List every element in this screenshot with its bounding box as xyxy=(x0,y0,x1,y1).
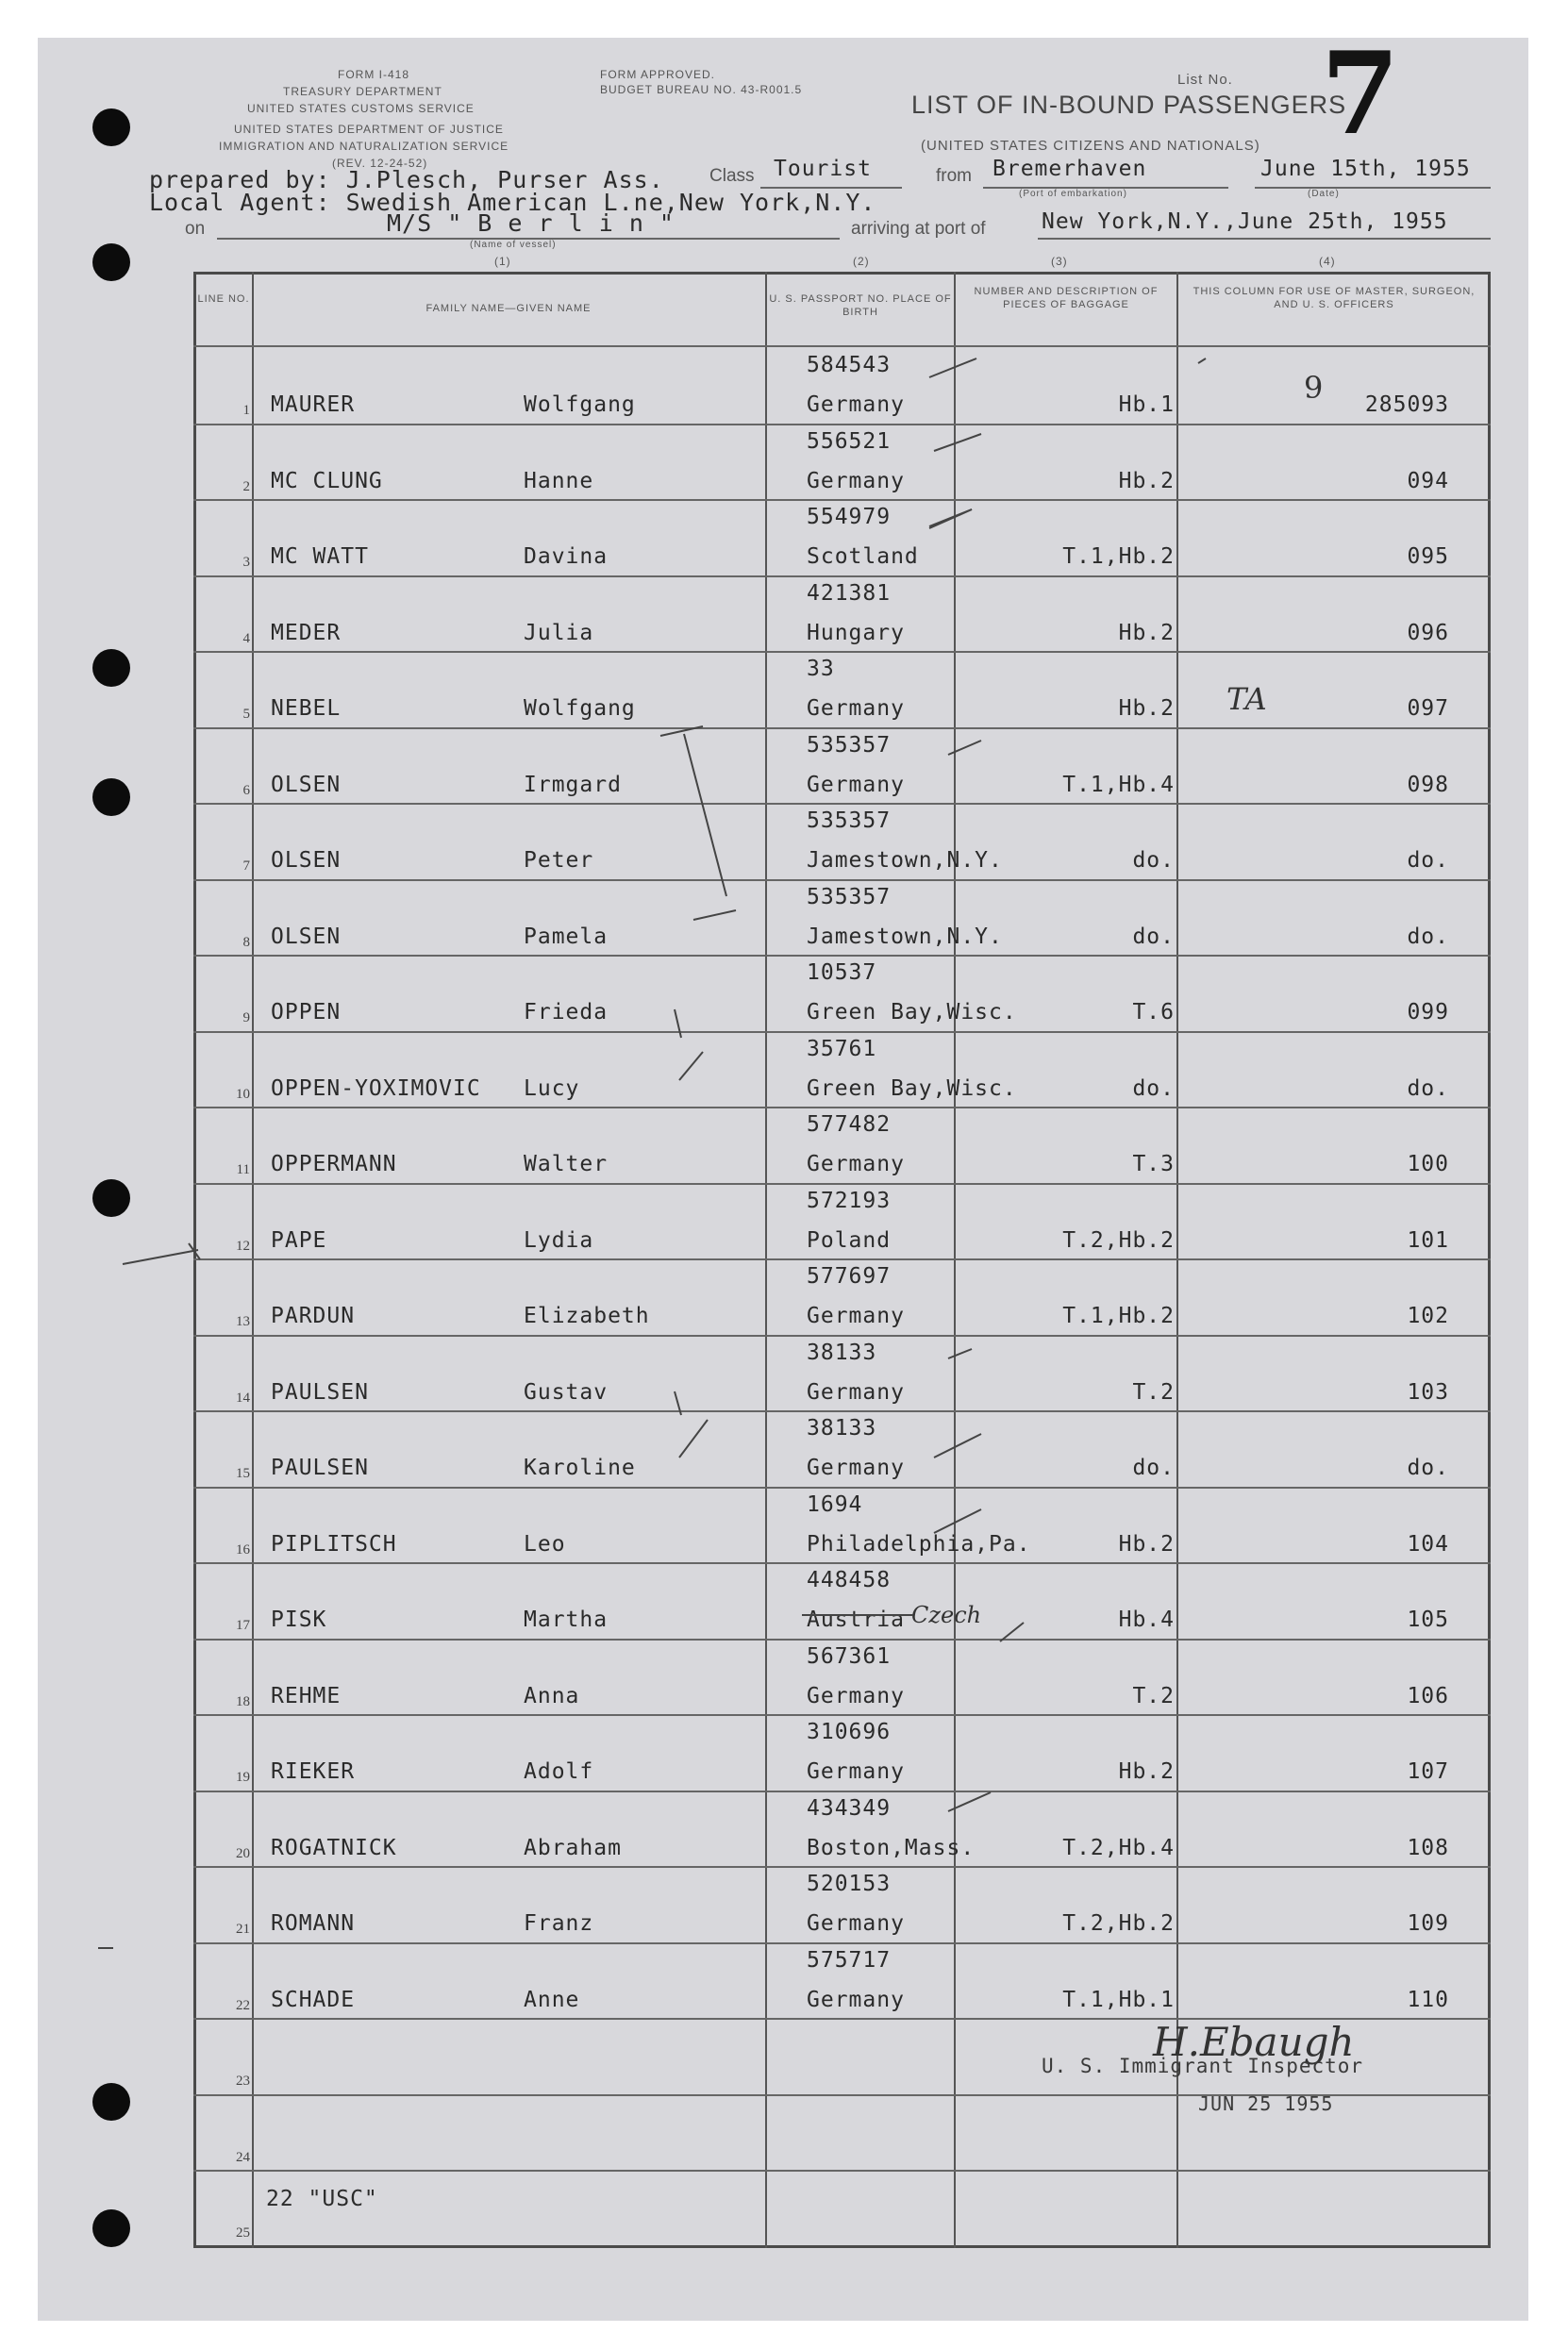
date-value: June 15th, 1955 xyxy=(1260,157,1471,181)
family-name: REHME xyxy=(271,1683,342,1708)
place-of-birth: Germany xyxy=(807,1152,905,1176)
given-name: Walter xyxy=(524,1152,609,1176)
punch-hole xyxy=(92,108,130,146)
table-row xyxy=(193,1791,1491,1866)
baggage: do. xyxy=(1132,848,1175,873)
given-name: Frieda xyxy=(524,1000,609,1025)
officer-mark-row1: 9 xyxy=(1304,370,1324,406)
baggage: T.3 xyxy=(1132,1152,1175,1176)
passport-no: 535357 xyxy=(807,808,892,833)
baggage: Hb.2 xyxy=(1118,696,1175,721)
line-number: 21 xyxy=(236,1922,250,1937)
form-number: FORM I-418 xyxy=(338,68,410,81)
line-number: 17 xyxy=(236,1618,250,1633)
table-row xyxy=(193,803,1491,878)
family-name: OPPERMANN xyxy=(271,1152,397,1176)
table-row xyxy=(193,1258,1491,1334)
place-of-birth: Jamestown,N.Y. xyxy=(807,848,1003,873)
on-label: on xyxy=(185,219,206,239)
passport-no: 310696 xyxy=(807,1720,892,1744)
place-of-birth: Germany xyxy=(807,1911,905,1936)
line-number: 25 xyxy=(236,2225,250,2241)
arriving-label: arriving at port of xyxy=(851,219,986,239)
table-row xyxy=(193,955,1491,1030)
table-row xyxy=(193,1714,1491,1790)
given-name: Hanne xyxy=(524,468,594,493)
officer-number: 097 xyxy=(1407,696,1449,721)
family-name: ROMANN xyxy=(271,1911,356,1936)
table-row xyxy=(193,1562,1491,1638)
baggage: T.2 xyxy=(1132,1683,1175,1708)
officer-number: 109 xyxy=(1407,1911,1449,1936)
given-name: Lydia xyxy=(524,1227,594,1253)
baggage: Hb.2 xyxy=(1118,1759,1175,1784)
baggage: T.2,Hb.2 xyxy=(1062,1227,1175,1253)
col-num-3: (3) xyxy=(1051,255,1068,268)
baggage: T.1,Hb.1 xyxy=(1062,1987,1175,2012)
justice-dept: UNITED STATES DEPARTMENT OF JUSTICE xyxy=(234,123,504,136)
punch-hole xyxy=(92,1179,130,1217)
place-of-birth: Germany xyxy=(807,696,905,721)
inspector-title: U. S. Immigrant Inspector xyxy=(1042,2055,1364,2077)
officer-number: 103 xyxy=(1407,1379,1449,1405)
from-value: Bremerhaven xyxy=(993,157,1147,181)
total-usc: 22 "USC" xyxy=(266,2187,378,2211)
passport-no: 535357 xyxy=(807,884,892,909)
table-row xyxy=(193,651,1491,726)
col-header-line: LINE NO. xyxy=(197,293,250,305)
col-num-2: (2) xyxy=(853,255,870,268)
line-number: 15 xyxy=(236,1466,250,1481)
line-number: 2 xyxy=(242,478,250,494)
line-number: 18 xyxy=(236,1693,250,1709)
given-name: Wolfgang xyxy=(524,392,636,417)
passport-no: 567361 xyxy=(807,1643,892,1669)
line-number: 11 xyxy=(236,1162,250,1177)
given-name: Lucy xyxy=(524,1075,580,1101)
table-row xyxy=(193,347,1491,423)
table-row xyxy=(193,879,1491,955)
passport-no: 33 xyxy=(807,657,835,681)
place-of-birth: Boston,Mass. xyxy=(807,1835,976,1860)
family-name: PAULSEN xyxy=(271,1379,369,1405)
given-name: Peter xyxy=(524,848,594,873)
line-number: 24 xyxy=(236,2149,250,2165)
place-of-birth: Germany xyxy=(807,1379,905,1405)
line-number: 5 xyxy=(242,707,250,722)
passport-no: 556521 xyxy=(807,428,892,454)
passport-no: 554979 xyxy=(807,505,892,529)
arriving-value: New York,N.Y.,June 25th, 1955 xyxy=(1042,209,1448,234)
line-number: 16 xyxy=(236,1541,250,1558)
officer-number: do. xyxy=(1407,924,1449,949)
family-name: SCHADE xyxy=(271,1987,356,2012)
place-of-birth: Scotland xyxy=(807,544,919,569)
table-row xyxy=(193,1107,1491,1182)
given-name: Franz xyxy=(524,1911,594,1936)
officer-number: 095 xyxy=(1407,544,1449,569)
given-name: Davina xyxy=(524,544,609,569)
table-row xyxy=(193,1942,1491,2018)
given-name: Anne xyxy=(524,1987,580,2012)
family-name: PIPLITSCH xyxy=(271,1531,397,1557)
family-name: OPPEN xyxy=(271,1000,342,1025)
vessel-caption: (Name of vessel) xyxy=(470,240,557,250)
col-header-passport: U. S. PASSPORT NO. PLACE OF BIRTH xyxy=(769,293,952,318)
family-name: RIEKER xyxy=(271,1759,356,1784)
officer-number: do. xyxy=(1407,848,1449,873)
line-number: 8 xyxy=(242,934,250,950)
line-number: 4 xyxy=(242,630,250,646)
line-number: 7 xyxy=(242,858,250,874)
baggage: T.2,Hb.4 xyxy=(1062,1835,1175,1860)
family-name: PAULSEN xyxy=(271,1456,369,1480)
line-number: 13 xyxy=(236,1314,250,1329)
officer-number: 107 xyxy=(1407,1759,1449,1784)
place-of-birth: Austria xyxy=(807,1608,905,1632)
given-name: Irmgard xyxy=(524,772,622,797)
arriving-underline xyxy=(1038,238,1491,240)
punch-hole xyxy=(92,2209,130,2247)
line-number: 1 xyxy=(242,403,250,418)
given-name: Julia xyxy=(524,620,594,645)
officer-number: 285093 xyxy=(1364,392,1449,417)
given-name: Elizabeth xyxy=(524,1304,650,1328)
family-name: PARDUN xyxy=(271,1304,356,1328)
class-label: Class xyxy=(709,166,755,186)
family-name: OPPEN-YOXIMOVIC xyxy=(271,1075,481,1101)
family-name: MC WATT xyxy=(271,544,369,569)
punch-hole xyxy=(92,649,130,687)
family-name: MC CLUNG xyxy=(271,468,383,493)
passport-no: 535357 xyxy=(807,732,892,758)
family-name: MAURER xyxy=(271,392,356,417)
given-name: Abraham xyxy=(524,1835,622,1860)
given-name: Martha xyxy=(524,1608,609,1632)
passport-no: 35761 xyxy=(807,1036,877,1061)
baggage: Hb.4 xyxy=(1118,1608,1175,1632)
punch-hole xyxy=(92,778,130,816)
place-of-birth: Germany xyxy=(807,468,905,493)
customs-service: UNITED STATES CUSTOMS SERVICE xyxy=(247,102,475,115)
passport-no: 421381 xyxy=(807,580,892,606)
given-name: Anna xyxy=(524,1683,580,1708)
col-num-4: (4) xyxy=(1319,255,1336,268)
table-row xyxy=(193,727,1491,803)
officer-number: 106 xyxy=(1407,1683,1449,1708)
baggage: Hb.2 xyxy=(1118,1531,1175,1557)
passport-no: 10537 xyxy=(807,960,877,985)
baggage: T.2 xyxy=(1132,1379,1175,1405)
passport-no: 1694 xyxy=(807,1491,863,1517)
baggage: T.1,Hb.4 xyxy=(1062,772,1175,797)
place-of-birth: Germany xyxy=(807,392,905,417)
place-of-birth: Germany xyxy=(807,1759,905,1784)
birth-correction-row17: Czech xyxy=(911,1602,982,1628)
place-of-birth: Germany xyxy=(807,1987,905,2012)
place-of-birth: Poland xyxy=(807,1227,892,1253)
baggage: Hb.2 xyxy=(1118,620,1175,645)
form-subtitle: (UNITED STATES CITIZENS AND NATIONALS) xyxy=(921,138,1260,154)
line-number: 12 xyxy=(236,1238,250,1254)
family-name: OLSEN xyxy=(271,848,342,873)
local-agent: Local Agent: Swedish American L.ne,New York,N.Y. xyxy=(149,189,876,216)
place-of-birth: Germany xyxy=(807,1683,905,1708)
budget-bureau: BUDGET BUREAU NO. 43-R001.5 xyxy=(600,83,803,96)
officer-number: 105 xyxy=(1407,1608,1449,1632)
table-row xyxy=(193,1866,1491,1941)
given-name: Karoline xyxy=(524,1456,636,1480)
officer-number: 098 xyxy=(1407,772,1449,797)
table-row xyxy=(193,1639,1491,1714)
col-header-name: FAMILY NAME—GIVEN NAME xyxy=(425,303,592,314)
col-num-1: (1) xyxy=(494,255,511,268)
date-caption: (Date) xyxy=(1308,189,1340,199)
punch-hole xyxy=(92,243,130,281)
line-number: 3 xyxy=(242,555,250,570)
vessel-name: M/S " B e r l i n " xyxy=(387,209,675,237)
inspector-signature: H.Ebaugh xyxy=(1153,2019,1355,2065)
family-name: PISK xyxy=(271,1608,327,1632)
table-row xyxy=(193,2170,1491,2245)
passport-no: 577697 xyxy=(807,1264,892,1289)
baggage: T.6 xyxy=(1132,1000,1175,1025)
line-number: 23 xyxy=(236,2074,250,2089)
baggage: T.1,Hb.2 xyxy=(1062,544,1175,569)
line-number: 9 xyxy=(242,1010,250,1025)
given-name: Leo xyxy=(524,1531,566,1557)
table-row xyxy=(193,1410,1491,1486)
punch-hole xyxy=(92,2083,130,2121)
class-value: Tourist xyxy=(774,157,872,181)
form-title: LIST OF IN-BOUND PASSENGERS xyxy=(911,91,1347,119)
list-number: 7 xyxy=(1321,27,1400,160)
table-row xyxy=(193,1183,1491,1258)
given-name: Pamela xyxy=(524,924,609,949)
passport-no: 577482 xyxy=(807,1112,892,1137)
line-number: 14 xyxy=(236,1390,250,1406)
from-label: from xyxy=(936,166,972,186)
baggage: Hb.1 xyxy=(1118,392,1175,417)
officer-number: do. xyxy=(1407,1075,1449,1101)
baggage: do. xyxy=(1132,1456,1175,1480)
line-number: 22 xyxy=(236,1997,250,2013)
family-name: ROGATNICK xyxy=(271,1835,397,1860)
baggage: T.1,Hb.2 xyxy=(1062,1304,1175,1328)
place-of-birth: Germany xyxy=(807,772,905,797)
officer-number: 102 xyxy=(1407,1304,1449,1328)
baggage: T.2,Hb.2 xyxy=(1062,1911,1175,1936)
place-of-birth: Jamestown,N.Y. xyxy=(807,924,1003,949)
family-name: OLSEN xyxy=(271,924,342,949)
treasury-dept: TREASURY DEPARTMENT xyxy=(283,85,442,98)
baggage: do. xyxy=(1132,924,1175,949)
passport-no: 38133 xyxy=(807,1416,877,1441)
place-of-birth: Philadelphia,Pa. xyxy=(807,1531,1031,1557)
given-name: Wolfgang xyxy=(524,696,636,721)
officer-number: 101 xyxy=(1407,1227,1449,1253)
given-name: Adolf xyxy=(524,1759,594,1784)
table-row xyxy=(193,1031,1491,1107)
table-row xyxy=(193,1335,1491,1410)
passport-no: 520153 xyxy=(807,1872,892,1896)
passport-no: 448458 xyxy=(807,1568,892,1592)
family-name: OLSEN xyxy=(271,772,342,797)
given-name: Gustav xyxy=(524,1379,609,1405)
line-number: 20 xyxy=(236,1845,250,1861)
officer-number: do. xyxy=(1407,1456,1449,1480)
port-caption: (Port of embarkation) xyxy=(1019,189,1127,199)
line-number: 6 xyxy=(242,782,250,798)
baggage: Hb.2 xyxy=(1118,468,1175,493)
family-name: NEBEL xyxy=(271,696,342,721)
prepared-by: prepared by: J.Plesch, Purser Ass. xyxy=(149,166,664,193)
baggage: do. xyxy=(1132,1075,1175,1101)
table-row xyxy=(193,424,1491,499)
table-row xyxy=(193,1487,1491,1562)
officer-number: 100 xyxy=(1407,1152,1449,1176)
col-header-baggage: NUMBER AND DESCRIPTION OF PIECES OF BAGGAGE xyxy=(974,286,1159,310)
line-number: 19 xyxy=(236,1770,250,1785)
officer-number: 096 xyxy=(1407,620,1449,645)
passport-no: 572193 xyxy=(807,1188,892,1213)
place-of-birth: Germany xyxy=(807,1304,905,1328)
officer-number: 110 xyxy=(1407,1987,1449,2012)
passport-no: 584543 xyxy=(807,353,892,377)
passport-no: 434349 xyxy=(807,1795,892,1821)
place-of-birth: Green Bay,Wisc. xyxy=(807,1000,1017,1025)
officer-number: 094 xyxy=(1407,468,1449,493)
officer-mark-row5: TA xyxy=(1226,681,1267,717)
place-of-birth: Germany xyxy=(807,1456,905,1480)
date-underline xyxy=(1255,187,1491,189)
revision: (REV. 12-24-52) xyxy=(332,157,428,170)
passport-no: 38133 xyxy=(807,1340,877,1365)
passport-no: 575717 xyxy=(807,1947,892,1973)
passenger-table xyxy=(193,272,1491,2248)
ins-service: IMMIGRATION AND NATURALIZATION SERVICE xyxy=(219,140,509,153)
place-of-birth: Green Bay,Wisc. xyxy=(807,1075,1017,1101)
officer-number: 104 xyxy=(1407,1531,1449,1557)
col-header-officers: THIS COLUMN FOR USE OF MASTER, SURGEON, AND U. S. OFFICERS xyxy=(1193,286,1476,310)
officer-number: 099 xyxy=(1407,1000,1449,1025)
family-name: MEDER xyxy=(271,620,342,645)
inspector-stamp-date: JUN 25 1955 xyxy=(1198,2092,1334,2115)
line-number: 10 xyxy=(236,1086,250,1102)
officer-number: 108 xyxy=(1407,1835,1449,1860)
table-row xyxy=(193,499,1491,575)
table-row xyxy=(193,575,1491,651)
list-no-label: List No. xyxy=(1177,72,1233,88)
place-of-birth: Hungary xyxy=(807,620,905,645)
form-approved: FORM APPROVED. xyxy=(600,68,716,81)
family-name: PAPE xyxy=(271,1227,327,1253)
